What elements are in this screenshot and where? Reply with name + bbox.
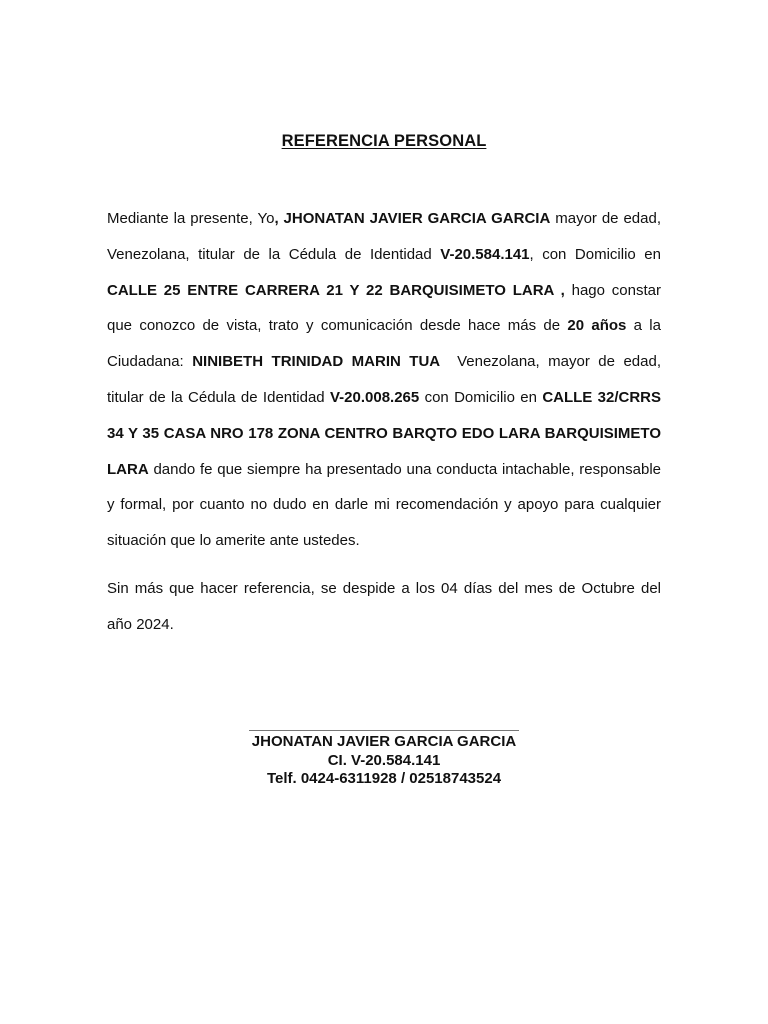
p1-text-6: Venezolana, mayor de edad, titular de la Cédula de Identidad: [107, 353, 666, 406]
p1-referenced-name: NINIBETH TRINIDAD MARIN TUA: [192, 353, 441, 371]
p1-referenced-id: V-20.008.265: [330, 388, 420, 406]
p1-referenced-address: CALLE 32/CRRS 34 Y 35 CASA NRO 178 ZONA CENTRO BARQTO EDO LARA BARQUISIMETO LARA: [107, 388, 661, 478]
document-title: REFERENCIA PERSONAL: [281, 132, 487, 150]
p1-declarant-address: CALLE 25 ENTRE CARRERA 21 Y 22 BARQUISIMETO LARA ,: [107, 281, 565, 299]
p1-text-1: Mediante la presente, Yo: [107, 210, 275, 227]
p1-text-3: , con Domicilio en: [529, 245, 661, 263]
p1-years-known: 20 años: [567, 317, 627, 335]
p1-text-2: mayor de edad, Venezolana, titular de la Cédula de Identidad: [107, 210, 661, 263]
p1-text-4: hago constar que conozco de vista, trato y comunicación desde hace más de: [107, 281, 661, 335]
p1-declarant-id: V-20.584.141: [440, 245, 530, 263]
body-paragraph-2: Sin más que hacer referencia, se despide a los 04 días del mes de Octubre del año 2024.: [107, 580, 661, 633]
p1-text-5: a la Ciudadana:: [107, 317, 661, 371]
signature-phone: Telf. 0424-6311928 / 02518743524: [266, 770, 502, 787]
signature-block: [0, 730, 768, 789]
body-paragraph-1: [107, 201, 666, 559]
p1-text-7: con Domicilio en: [419, 388, 543, 406]
p1-declarant-name: , JHONATAN JAVIER GARCIA GARCIA: [274, 210, 551, 227]
signature-name: JHONATAN JAVIER GARCIA GARCIA: [251, 733, 517, 750]
signature-line: [249, 730, 519, 731]
p1-text-8: dando fe que siempre ha presentado una conducta intachable, responsable y formal, por cuanto no dudo en darle mi recomendación y apoyo para cualquier situación que lo amerite ante ustedes.: [107, 460, 661, 550]
signature-id: CI. V-20.584.141: [327, 751, 441, 769]
